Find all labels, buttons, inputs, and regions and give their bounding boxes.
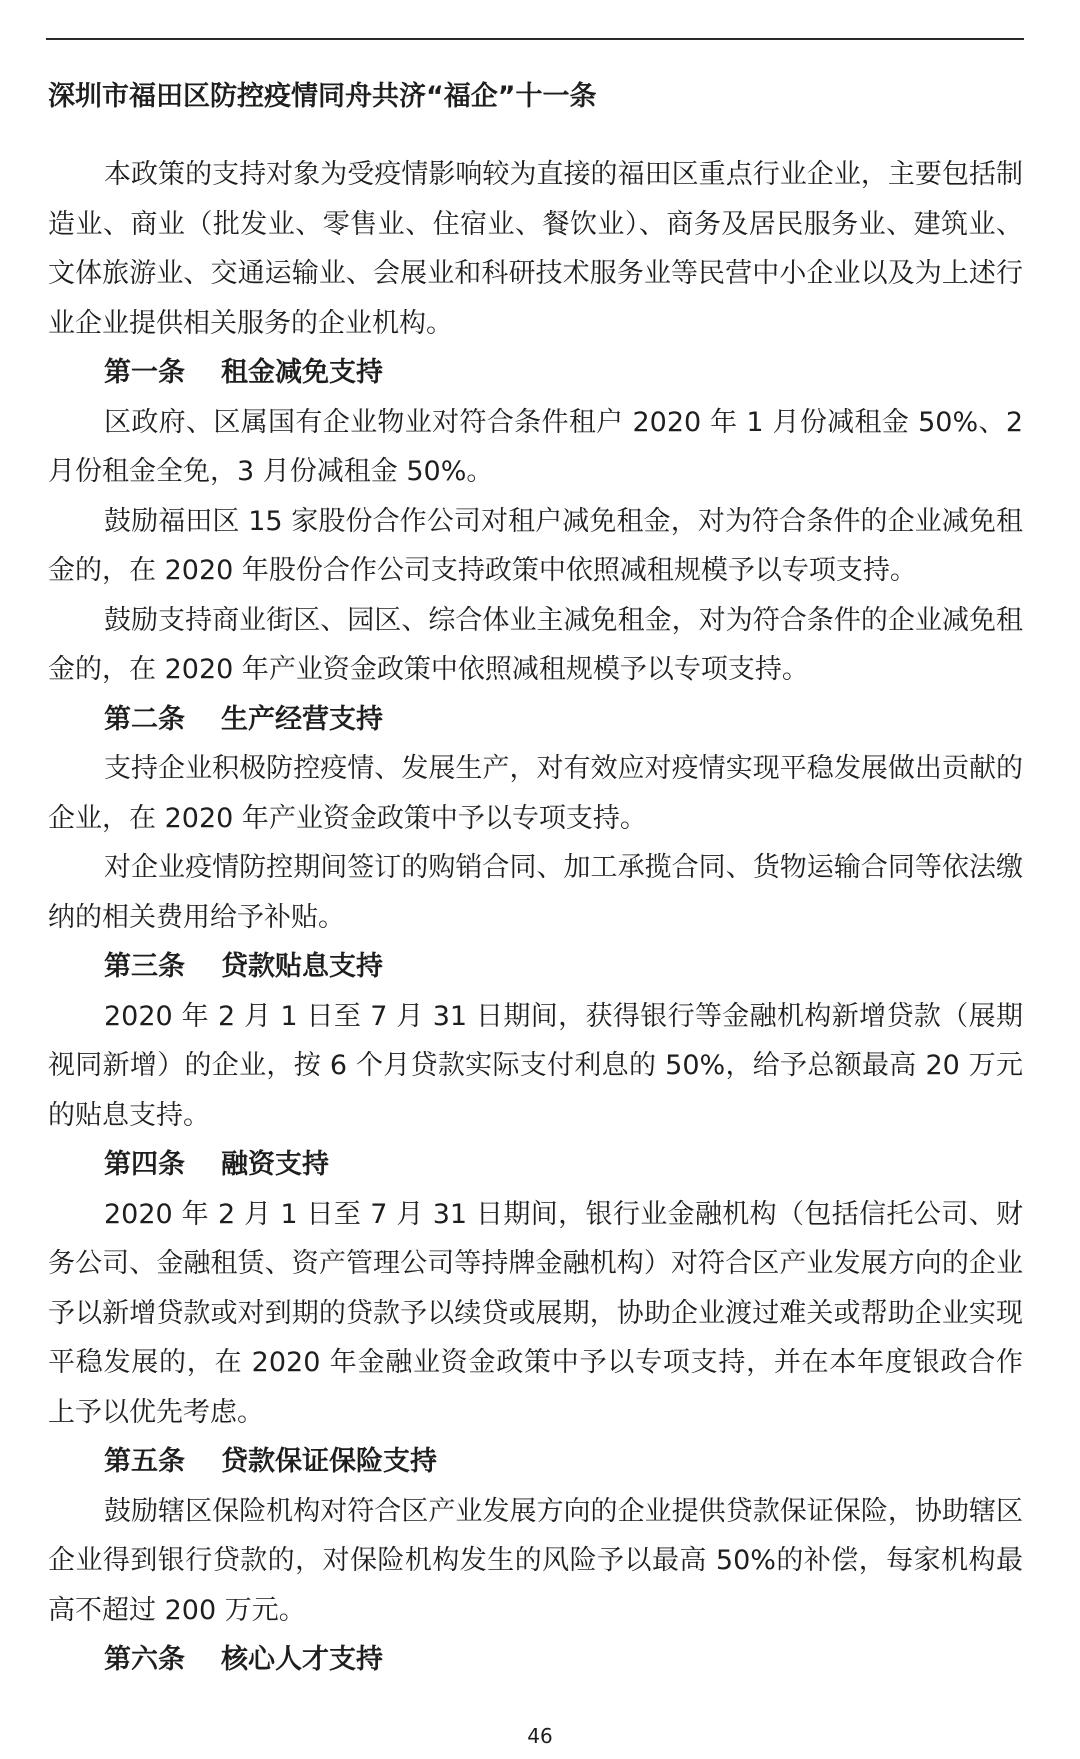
article-section: [48, 1140, 1023, 1437]
article-heading: [48, 1635, 1023, 1685]
article-section: [48, 942, 1023, 1140]
article-number: 第六条: [104, 1644, 185, 1675]
article-name: 租金减免支持: [221, 357, 383, 388]
intro-paragraph: 本政策的支持对象为受疫情影响较为直接的福田区重点行业企业，主要包括制造业、商业（批发业、零售业、住宿业、餐饮业）、商务及居民服务业、建筑业、文体旅游业、交通运输业、会展业和科研技术服务业等民营中小企业以及为上述行业企业提供相关服务的企业机构。: [48, 159, 1023, 339]
article-paragraph: 区政府、区属国有企业物业对符合条件租户 2020 年 1 月份减租金 50%、2 月份租金全免，3 月份减租金 50%。: [48, 406, 1023, 487]
article-number: 第五条: [104, 1446, 185, 1477]
article-number: 第二条: [104, 703, 185, 735]
articles-container: [48, 348, 1023, 1685]
article-paragraph: 对企业疫情防控期间签订的购销合同、加工承揽合同、货物运输合同等依法缴纳的相关费用给予补贴。: [48, 852, 1023, 933]
article-heading: [48, 348, 1023, 398]
article-paragraph: 鼓励辖区保险机构对符合区产业发展方向的企业提供贷款保证保险，协助辖区企业得到银行贷款的，对保险机构发生的风险予以最高 50%的补偿，每家机构最高不超过 200 万元。: [48, 1495, 1023, 1626]
page-number: 46: [527, 1724, 553, 1748]
article-name: 核心人才支持: [221, 1644, 383, 1675]
article-paragraph: 2020 年 2 月 1 日至 7 月 31 日期间，银行业金融机构（包括信托公司、财务公司、金融租赁、资产管理公司等持牌金融机构）对符合区产业发展方向的企业予以新增贷款或对到期的贷款予以续贷或展期，协助企业渡过难关或帮助企业实现平稳发展的，在 2020 年金融业资金政策中予以专项支持，并在本年度银政合作上予以优先考虑。: [48, 1198, 1023, 1428]
article-paragraph: 鼓励福田区 15 家股份合作公司对租户减免租金，对为符合条件的企业减免租金的，在 2020 年股份合作公司支持政策中依照减租规模予以专项支持。: [48, 505, 1023, 586]
document-title: 深圳市福田区防控疫情同舟共济“福企”十一条: [48, 81, 597, 112]
article-paragraph: 2020 年 2 月 1 日至 7 月 31 日期间，获得银行等金融机构新增贷款（展期视同新增）的企业，按 6 个月贷款实际支付利息的 50%，给予总额最高 20 万元的贴息支持。: [48, 1000, 1023, 1131]
article-heading: [48, 1140, 1023, 1190]
article-name: 贷款保证保险支持: [221, 1446, 437, 1477]
article-section: [48, 1437, 1023, 1635]
article-section: [48, 695, 1023, 943]
article-name: 生产经营支持: [221, 703, 383, 735]
article-section: [48, 1635, 1023, 1685]
article-name: 融资支持: [221, 1149, 329, 1180]
article-number: 第三条: [104, 951, 185, 982]
article-number: 第一条: [104, 357, 185, 388]
top-rule: [46, 38, 1024, 40]
article-paragraph: 支持企业积极防控疫情、发展生产，对有效应对疫情实现平稳发展做出贡献的企业，在 2020 年产业资金政策中予以专项支持。: [48, 753, 1023, 834]
article-heading: [48, 695, 1023, 745]
article-number: 第四条: [104, 1149, 185, 1180]
article-heading: [48, 942, 1023, 992]
article-paragraph: 鼓励支持商业街区、园区、综合体业主减免租金，对为符合条件的企业减免租金的，在 2020 年产业资金政策中依照减租规模予以专项支持。: [48, 604, 1023, 685]
article-section: [48, 348, 1023, 695]
document-body: [48, 78, 1023, 1685]
article-heading: [48, 1437, 1023, 1487]
article-name: 贷款贴息支持: [221, 951, 383, 982]
